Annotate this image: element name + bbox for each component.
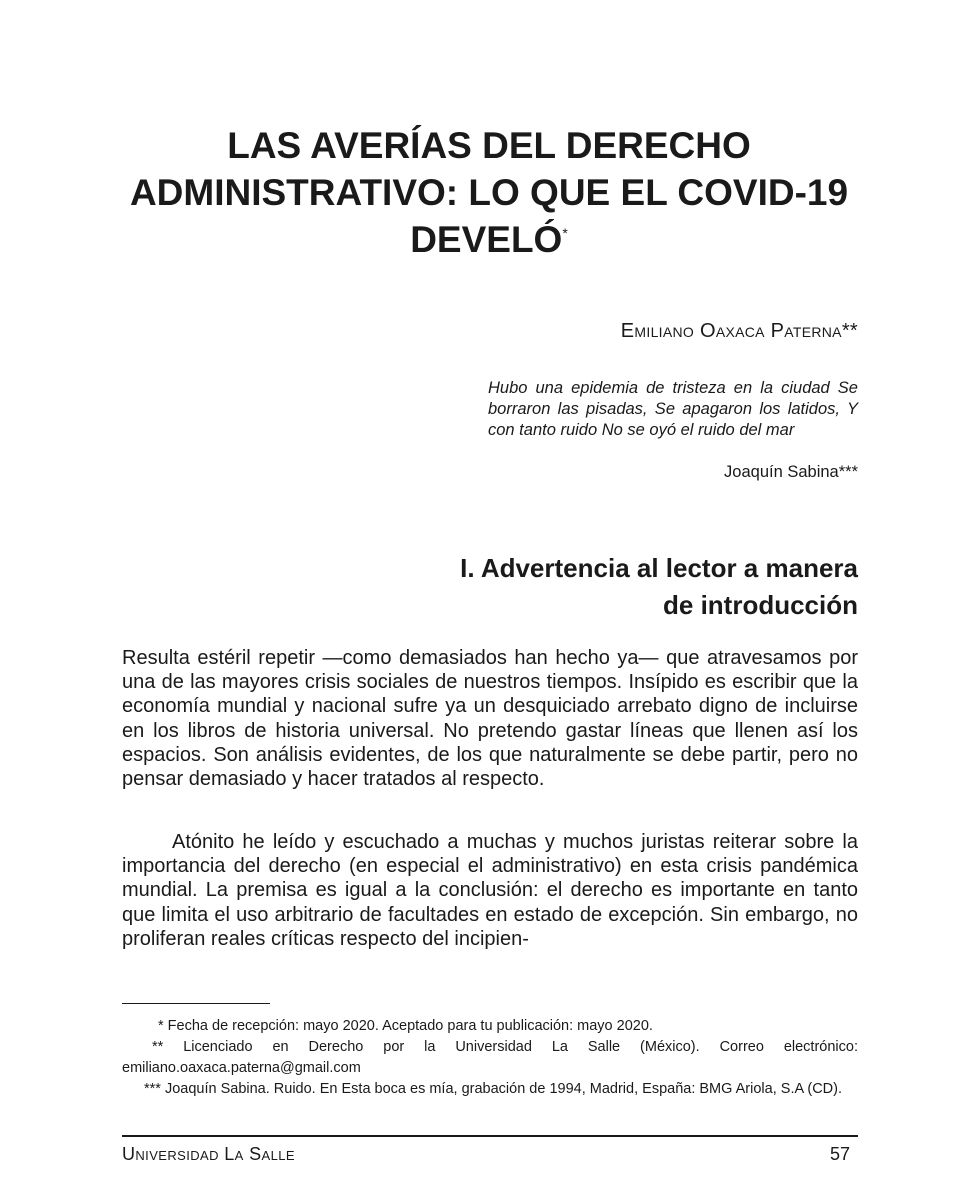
section-heading-line-2: de introducción [663,590,858,620]
footnote-2: ** Licenciado en Derecho por la Universidad La Salle (México). Correo electrónico: emiliano.oaxaca.paterna@gmail.com [122,1039,858,1076]
article-title [90,122,888,263]
footnote-1: * Fecha de recepción: mayo 2020. Aceptado para tu publicación: mayo 2020. [158,1018,653,1034]
title-line-2: ADMINISTRATIVO: LO QUE EL COVID-19 [129,172,849,213]
epigraph-quote: Hubo una epidemia de tristeza en la ciudad Se borraron las pisadas, Se apagaron los latidos, Y con tanto ruido No se oyó el ruido del mar [488,379,858,439]
footer-separator [122,1135,858,1137]
body-paragraph-1: Resulta estéril repetir —como demasiados han hecho ya— que atravesamos por una de las mayores crisis sociales de nuestros tiempos. Insípido es escribir que la economía mundial y nacional sufre ya un desquiciado arrebato digno de incluirse en los libros de historia universal. No pretendo gastar líneas que llenen así los espacios. Son análisis evidentes, de los que naturalmente se debe partir, pero no pensar demasiado y hacer tratados al respecto. [122,647,858,791]
section-heading [460,550,858,624]
author-name: Emiliano Oaxaca Paterna** [620,320,858,342]
body-paragraph-2: Atónito he leído y escuchado a muchas y muchos juristas reiterar sobre la importancia del derecho (en especial el administrativo) en esta crisis pandémica mundial. La premisa es igual a la conclusión: el derecho es importante en tanto que limita el uso arbitrario de facultades en estado de excepción. Sin embargo, no proliferan reales críticas respecto del incipien- [122,831,858,950]
footer-publisher: Universidad La Salle [122,1144,295,1164]
title-line-3-text: DEVELÓ [410,219,563,260]
title-line-1: LAS AVERÍAS DEL DERECHO [227,125,751,166]
footnote-separator [122,1003,270,1004]
title-line-3 [90,216,888,263]
footnote-3: *** Joaquín Sabina. Ruido. En Esta boca es mía, grabación de 1994, Madrid, España: BMG Ariola, S.A (CD). [144,1081,842,1097]
section-heading-line-1: I. Advertencia al lector a manera [460,553,858,583]
footnotes [122,1016,858,1100]
page-number: 57 [829,1144,850,1164]
epigraph-attribution: Joaquín Sabina*** [724,463,858,481]
title-footnote-mark: * [562,225,568,241]
